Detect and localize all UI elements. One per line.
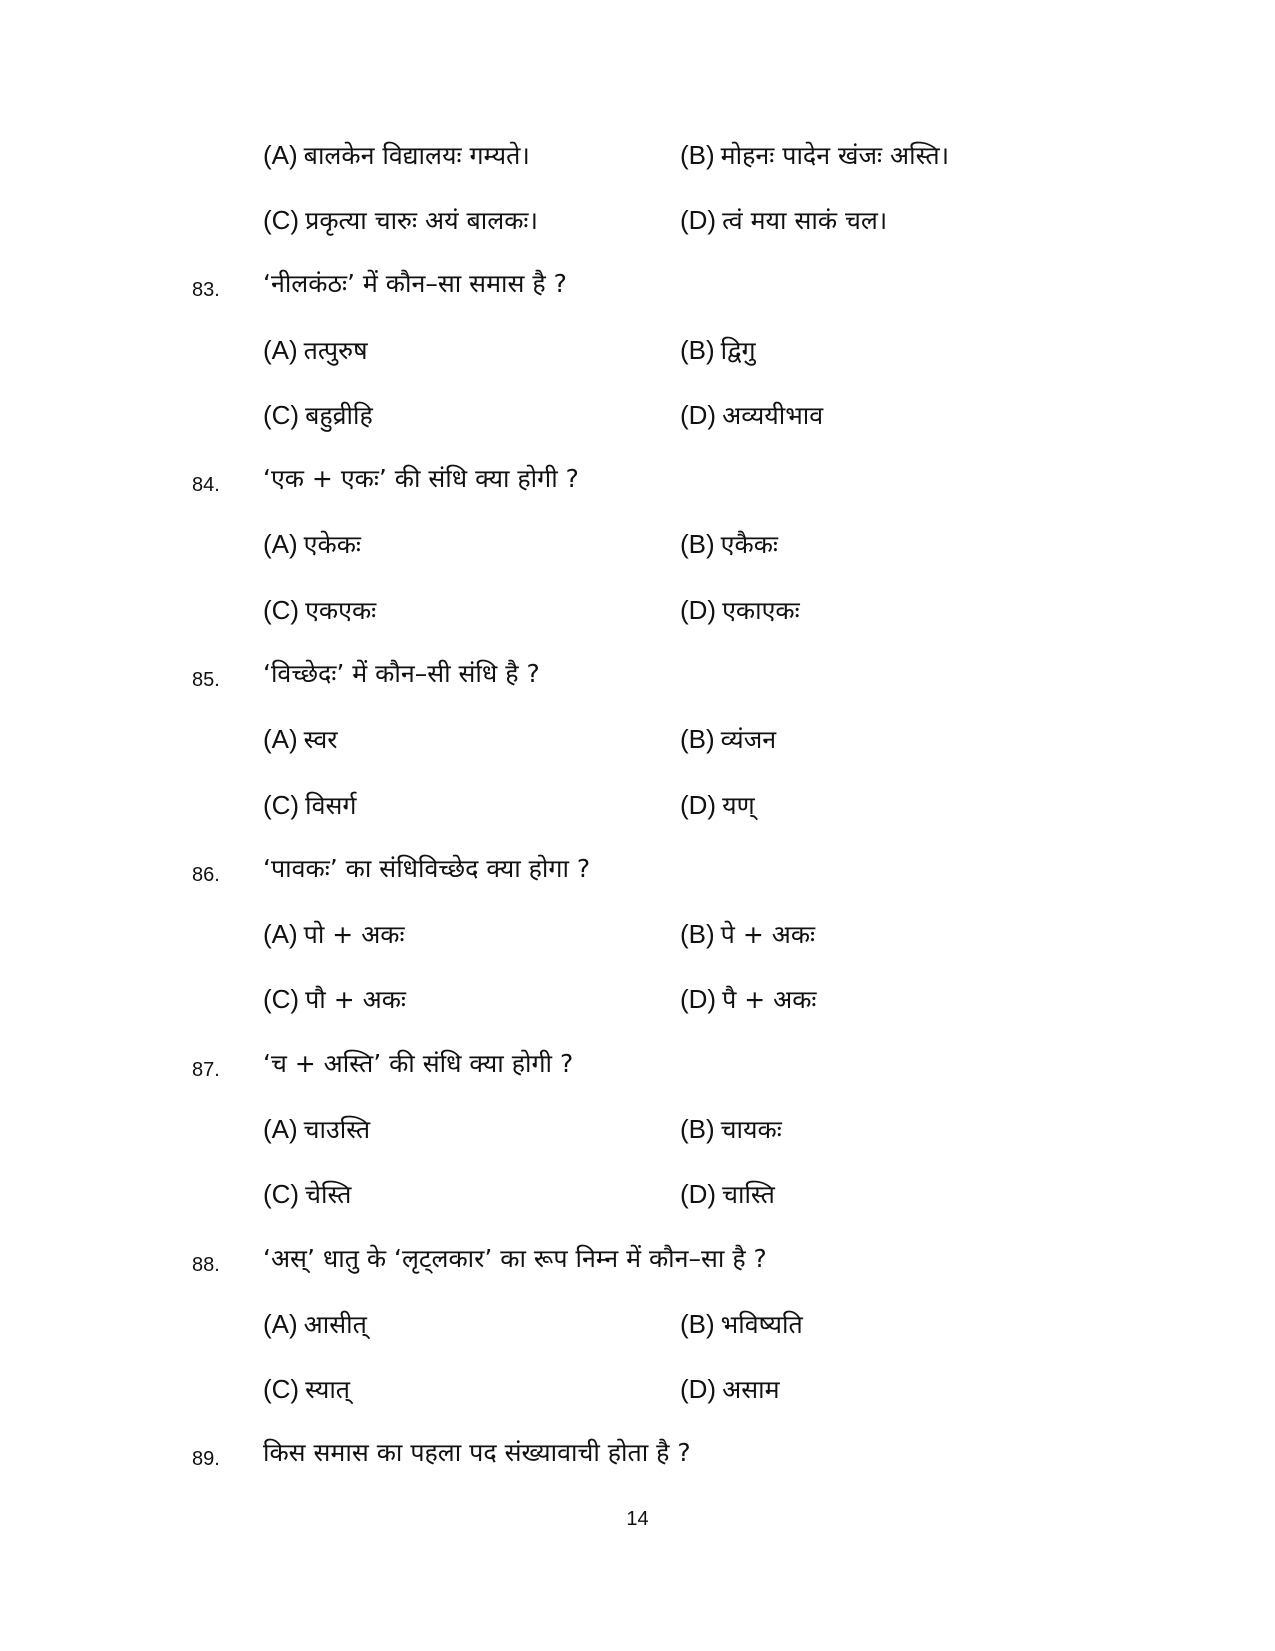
question-number: 85.	[192, 669, 220, 691]
option-letter: (C)	[263, 595, 300, 625]
option-letter: (A)	[263, 140, 298, 170]
question-number: 84.	[192, 474, 220, 496]
option-letter: (C)	[263, 790, 300, 820]
option-c	[263, 785, 356, 826]
option-text: पो + अकः	[303, 920, 405, 949]
option-letter: (B)	[680, 919, 715, 949]
option-text: एकएकः	[305, 596, 377, 625]
option-text: तत्पुरुष	[303, 336, 368, 365]
option-text: बहुव्रीहि	[305, 401, 373, 430]
option-c	[263, 200, 538, 241]
option-letter: (D)	[680, 790, 717, 820]
option-text: अव्ययीभाव	[722, 401, 824, 430]
option-text: एकाएकः	[722, 596, 800, 625]
option-text: चेस्ति	[305, 1180, 352, 1209]
option-text: भविष्यति	[720, 1310, 803, 1339]
option-letter: (C)	[263, 205, 300, 235]
option-a	[263, 1304, 367, 1345]
option-a	[263, 330, 368, 371]
option-b	[680, 330, 756, 371]
option-text: पे + अकः	[720, 920, 816, 949]
option-text: असाम	[722, 1375, 780, 1404]
question-text: ‘विच्छेदः’ में कौन–सी संधि है ?	[263, 659, 540, 688]
option-letter: (B)	[680, 335, 715, 365]
option-letter: (A)	[263, 919, 298, 949]
option-text: स्यात्	[305, 1375, 351, 1404]
option-c	[263, 590, 376, 631]
option-text: मोहनः पादेन खंजः अस्ति।	[720, 141, 950, 170]
option-a	[263, 1109, 370, 1150]
option-d	[680, 785, 755, 826]
option-text: यण्	[722, 791, 755, 820]
question-text: ‘च + अस्ति’ की संधि क्या होगी ?	[263, 1049, 574, 1078]
option-c	[263, 395, 373, 436]
option-letter: (A)	[263, 529, 298, 559]
option-letter: (B)	[680, 1114, 715, 1144]
option-b	[680, 135, 949, 176]
option-letter: (C)	[263, 984, 300, 1014]
option-a	[263, 524, 361, 565]
option-letter: (A)	[263, 1309, 298, 1339]
option-text: चायकः	[720, 1115, 782, 1144]
option-a	[263, 914, 405, 955]
option-letter: (A)	[263, 1114, 298, 1144]
option-letter: (D)	[680, 1179, 717, 1209]
option-text: स्वर	[303, 725, 338, 754]
option-d	[680, 395, 823, 436]
option-letter: (B)	[680, 140, 715, 170]
option-text: त्वं मया साकं चल।	[722, 206, 888, 235]
option-c	[263, 979, 406, 1020]
question-number: 83.	[192, 279, 220, 301]
option-letter: (D)	[680, 1374, 717, 1404]
option-text: पै + अकः	[722, 985, 817, 1014]
option-letter: (B)	[680, 529, 715, 559]
question-text: ‘अस्’ धातु के ‘लृट्लकार’ का रूप निम्न में कौन–सा है ?	[263, 1244, 767, 1273]
option-letter: (D)	[680, 205, 717, 235]
option-text: द्विगु	[720, 336, 756, 365]
option-d	[680, 979, 817, 1020]
option-letter: (C)	[263, 400, 300, 430]
option-text: व्यंजन	[720, 725, 777, 754]
option-d	[680, 1174, 775, 1215]
option-letter: (D)	[680, 984, 717, 1014]
option-letter: (D)	[680, 595, 717, 625]
option-letter: (C)	[263, 1179, 300, 1209]
option-letter: (D)	[680, 400, 717, 430]
option-text: एकैकः	[720, 530, 778, 559]
option-text: आसीत्	[303, 1310, 367, 1339]
option-letter: (B)	[680, 724, 715, 754]
option-b	[680, 1109, 782, 1150]
option-a	[263, 135, 530, 176]
option-c	[263, 1174, 351, 1215]
option-d	[680, 1369, 780, 1410]
option-text: एकेकः	[303, 530, 361, 559]
option-text: पौ + अकः	[305, 985, 406, 1014]
option-letter: (B)	[680, 1309, 715, 1339]
question-text: ‘नीलकंठः’ में कौन–सा समास है ?	[263, 269, 567, 298]
question-number: 89.	[192, 1448, 220, 1470]
option-letter: (A)	[263, 335, 298, 365]
option-a	[263, 719, 338, 760]
option-b	[680, 914, 815, 955]
option-letter: (A)	[263, 724, 298, 754]
option-b	[680, 524, 778, 565]
option-d	[680, 200, 887, 241]
question-text: ‘एक + एकः’ की संधि क्या होगी ?	[263, 464, 579, 493]
option-d	[680, 590, 800, 631]
question-number: 87.	[192, 1059, 220, 1081]
option-b	[680, 719, 776, 760]
option-text: विसर्ग	[305, 791, 357, 820]
question-text: ‘पावकः’ का संधिविच्छेद क्या होगा ?	[263, 854, 591, 883]
option-text: चाउस्ति	[303, 1115, 371, 1144]
page-number: 14	[626, 1508, 649, 1530]
option-text: बालकेन विद्यालयः गम्यते।	[303, 141, 530, 170]
question-number: 88.	[192, 1254, 220, 1276]
option-b	[680, 1304, 803, 1345]
option-text: चास्ति	[722, 1180, 775, 1209]
question-text: किस समास का पहला पद संख्यावाची होता है ?	[263, 1438, 691, 1467]
option-c	[263, 1369, 350, 1410]
question-number: 86.	[192, 864, 220, 886]
option-text: प्रकृत्या चारुः अयं बालकः।	[305, 206, 538, 235]
option-letter: (C)	[263, 1374, 300, 1404]
